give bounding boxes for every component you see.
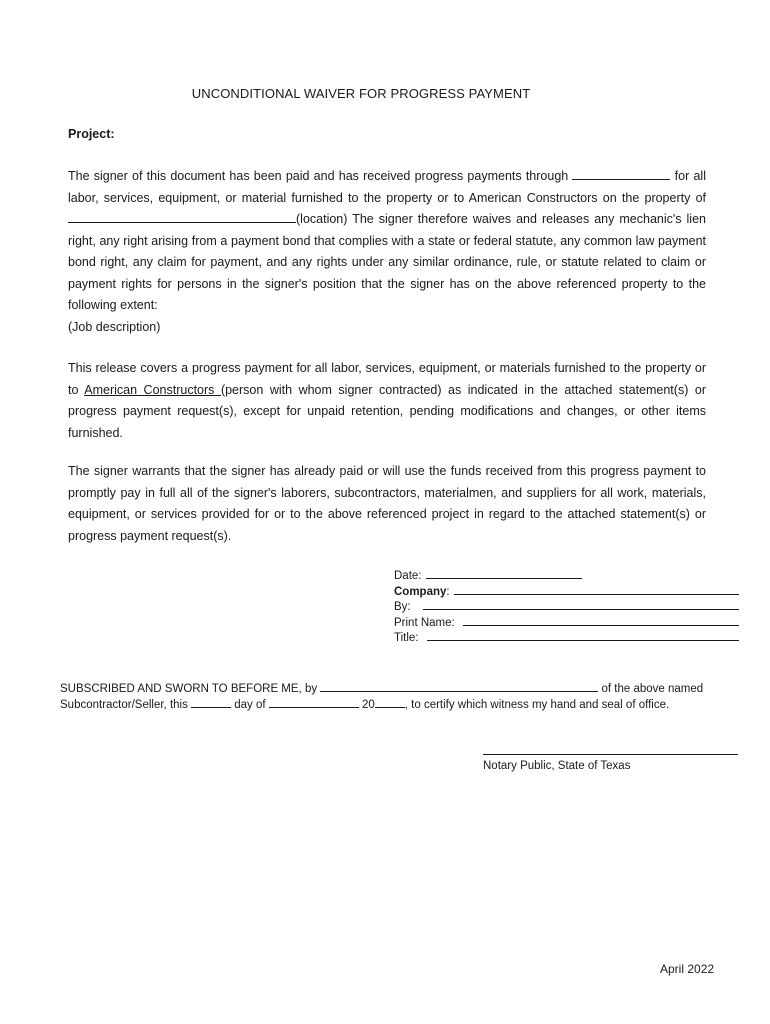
- notary-signature-line[interactable]: [483, 744, 738, 755]
- sworn-part5: 20: [358, 699, 375, 711]
- print-name-row: [394, 616, 739, 632]
- job-description-label: (Job description): [68, 319, 161, 334]
- date-field[interactable]: [426, 569, 582, 579]
- title-row: [394, 631, 739, 647]
- by-field[interactable]: [423, 600, 739, 610]
- document-title: UNCONDITIONAL WAIVER FOR PROGRESS PAYMENT: [191, 86, 531, 101]
- sworn-part1: SUBSCRIBED AND SWORN TO BEFORE ME, by: [60, 683, 321, 695]
- sworn-part6: , to certify which witness my hand and seal of office.: [404, 699, 670, 711]
- paragraph-signer-warranty: The signer warrants that the signer has already paid or will use the funds received from this progress payment to promptly pay in full all of the signer's laborers, subcontractors, materialmen, and suppliers for all work, materials, equipment, or services provided for or to the above referenced project in regard to the attached statement(s) or progress payment request(s).: [68, 464, 706, 543]
- paragraph2-after: (person with whom signer contracted) as indicated in the attached statement(s) or progress payment request(s), except for unpaid retention, pending modifications and changes, or other items furnished.: [68, 382, 706, 440]
- sworn-statement: [60, 681, 740, 713]
- paragraph1-text2: for all labor, services, equipment, or material furnished to the property or to American Constructors on the property of: [68, 169, 706, 205]
- year-blank[interactable]: [375, 698, 405, 708]
- payment-through-blank[interactable]: [572, 168, 670, 180]
- paragraph2-before: This release covers a progress payment for all labor, services, equipment, or materials furnished to the property or to: [68, 361, 706, 397]
- sworn-part4: day of: [231, 699, 269, 711]
- sworn-part2: of the above named: [598, 683, 704, 695]
- paragraph1-text3: (location) The signer therefore waives and releases any mechanic's lien right, any right arising from a payment bond that complies with a state or federal statute, any common law payment bond right, any claim for payment, and any rights under any similar ordinance, rule, or statute related to claim or payment rights for persons in the signer's position that the signer has on the above referenced property to the following extent:: [68, 212, 706, 312]
- notary-label: Notary Public, State of Texas: [483, 760, 631, 772]
- month-blank[interactable]: [269, 698, 359, 708]
- notary-block: [483, 744, 738, 774]
- signature-block: [394, 569, 739, 647]
- company-row: [394, 585, 739, 601]
- company-field[interactable]: [454, 585, 739, 595]
- sworn-by-blank[interactable]: [320, 682, 598, 692]
- paragraph1-line1: The signer of this document has been paid and has received progress payments through: [68, 169, 573, 183]
- paragraph-release-coverage: [68, 358, 706, 444]
- title-label: Title:: [394, 632, 419, 644]
- location-blank[interactable]: [68, 211, 296, 223]
- sworn-part3: Subcontractor/Seller, this: [60, 699, 192, 711]
- project-label: Project:: [68, 127, 115, 141]
- company-label: Company: [394, 585, 447, 598]
- print-name-field[interactable]: [463, 616, 739, 626]
- print-name-label: Print Name:: [394, 616, 455, 629]
- date-label: Date:: [394, 570, 422, 582]
- paragraph-payment-waiver: [68, 166, 706, 338]
- by-label: By:: [394, 601, 411, 613]
- contractor-name: American Constructors: [84, 382, 221, 397]
- date-row: [394, 569, 739, 585]
- by-row: [394, 600, 739, 616]
- company-colon: :: [446, 585, 450, 598]
- title-field[interactable]: [427, 631, 740, 641]
- day-blank[interactable]: [191, 698, 231, 708]
- footer-date: April 2022: [660, 962, 715, 976]
